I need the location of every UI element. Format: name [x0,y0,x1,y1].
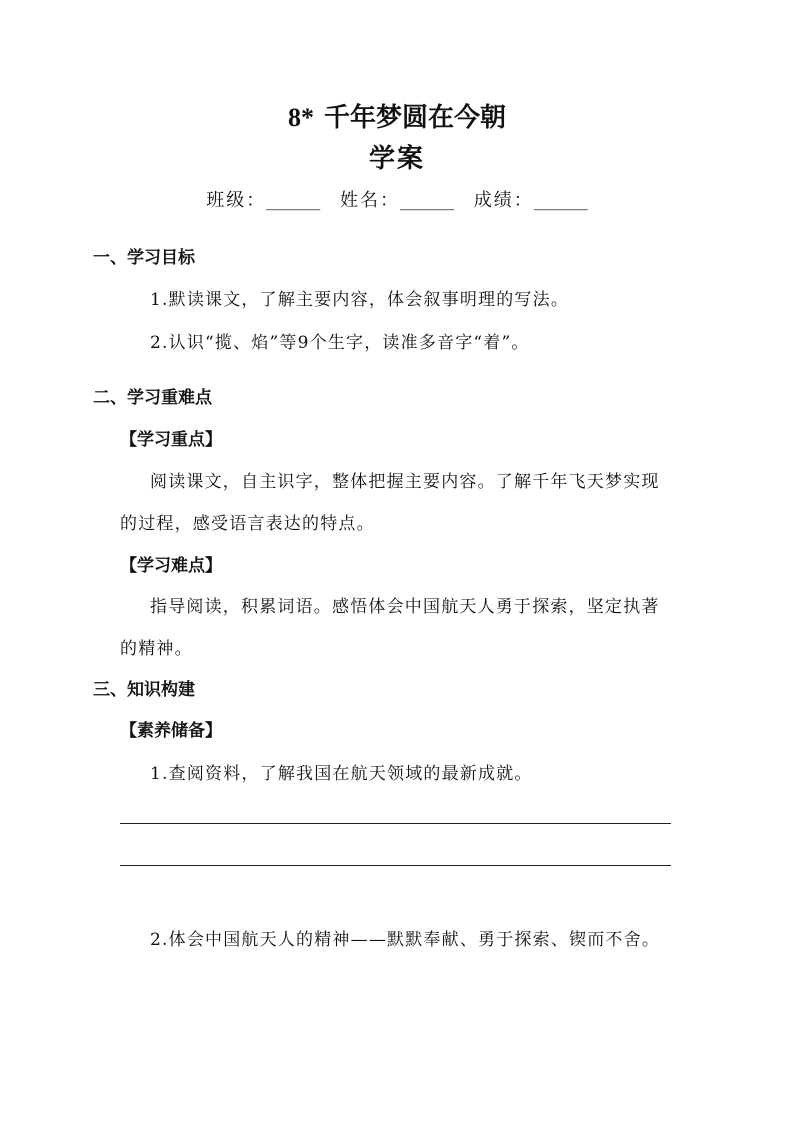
section-heading-goals: 一、学习目标 [93,248,195,268]
difficulty-line-2: 的精神。 [120,639,193,659]
key-point-label: 【学习重点】 [120,430,222,450]
name-label: 姓名： [340,190,400,211]
goal-item-1: 1.默读课文，了解主要内容，体会叙事明理的写法。 [150,290,570,310]
class-blank: ______ [266,190,321,211]
name-blank: ______ [400,190,454,211]
key-point-line-1: 阅读课文，自主识字，整体把握主要内容。了解千年飞天梦实现 [150,472,660,492]
section-heading-knowledge: 三、知识构建 [93,680,195,700]
key-point-line-2: 的过程，感受语言表达的特点。 [120,514,375,534]
score-blank: ______ [533,190,588,211]
page-subtitle: 学案 [368,144,425,174]
goal-item-2: 2.认识“揽、焰”等9个生字，读准多音字“着”。 [150,333,530,353]
class-label: 班级： [206,190,267,211]
score-label: 成绩： [473,190,534,211]
preparation-item-1: 1.查阅资料，了解我国在航天领域的最新成就。 [150,764,533,784]
student-info-row [0,187,794,215]
lesson-number: 8* [287,103,314,132]
page-title [0,99,794,137]
difficulty-label: 【学习难点】 [120,556,222,576]
lesson-title: 千年梦圆在今朝 [323,103,506,133]
section-heading-key-points: 二、学习重难点 [93,388,212,408]
difficulty-line-1: 指导阅读，积累词语。感悟体会中国航天人勇于探索，坚定执著 [150,597,660,617]
preparation-label: 【素养储备】 [120,721,222,741]
answer-line-1[interactable] [120,823,671,824]
preparation-item-2: 2.体会中国航天人的精神——默默奉献、勇于探索、锲而不舍。 [150,930,661,950]
answer-line-2[interactable] [120,865,671,866]
